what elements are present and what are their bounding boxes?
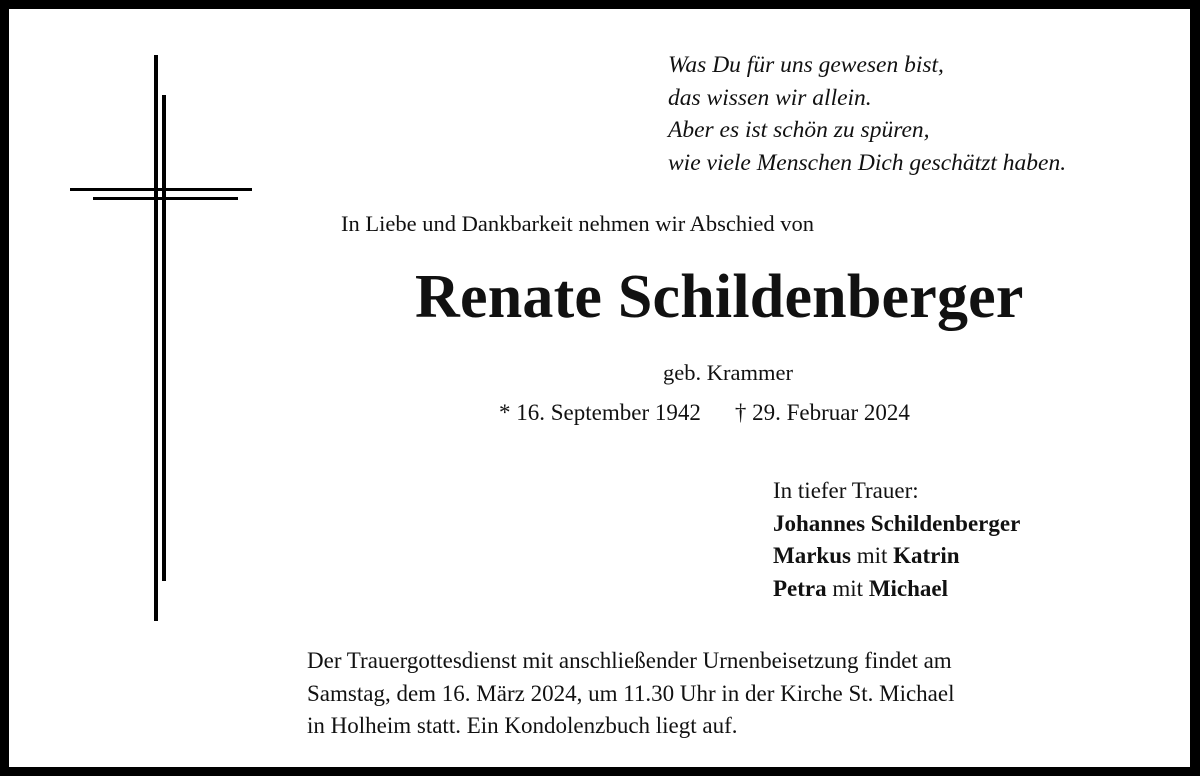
mourners-block <box>773 475 1020 605</box>
birth-date: * 16. September 1942 <box>499 400 701 425</box>
cross-vertical-bar-inner <box>162 95 166 581</box>
deceased-name: Renate Schildenberger <box>415 263 1024 331</box>
service-info <box>307 645 955 743</box>
mourner-line <box>773 508 1020 541</box>
cross-horizontal-bar-inner <box>93 197 238 200</box>
mourner-name: Petra <box>773 575 827 601</box>
service-line: Der Trauergottesdienst mit anschließender Urnenbeisetzung findet am <box>307 648 952 673</box>
mourner-name: Johannes Schildenberger <box>773 510 1021 536</box>
life-dates <box>499 400 910 426</box>
poem <box>668 49 1066 179</box>
mourner-name: Michael <box>868 575 949 601</box>
poem-line: wie viele Menschen Dich geschätzt haben. <box>668 149 1067 176</box>
intro-text: In Liebe und Dankbarkeit nehmen wir Abschied von <box>341 211 814 236</box>
service-line: Samstag, dem 16. März 2024, um 11.30 Uhr in der Kirche St. Michael <box>307 680 955 706</box>
cross-horizontal-bar <box>70 188 252 191</box>
mourners-heading: In tiefer Trauer: <box>773 478 919 503</box>
mourner-line <box>773 540 1020 573</box>
poem-line: Was Du für uns gewesen bist, <box>668 52 944 78</box>
mourner-connector: mit <box>826 575 869 601</box>
poem-line: Aber es ist schön zu spüren, <box>668 117 930 143</box>
mourner-name: Katrin <box>893 543 960 568</box>
maiden-name: geb. Krammer <box>663 360 793 385</box>
death-date: † 29. Februar 2024 <box>734 400 910 425</box>
cross-vertical-bar <box>154 55 158 621</box>
mourner-name: Markus <box>773 543 851 568</box>
mourner-line <box>773 573 1020 606</box>
mourner-connector: mit <box>850 543 894 568</box>
service-line: in Holheim statt. Ein Kondolenzbuch liegt auf. <box>307 713 738 738</box>
poem-line: das wissen wir allein. <box>668 84 872 111</box>
